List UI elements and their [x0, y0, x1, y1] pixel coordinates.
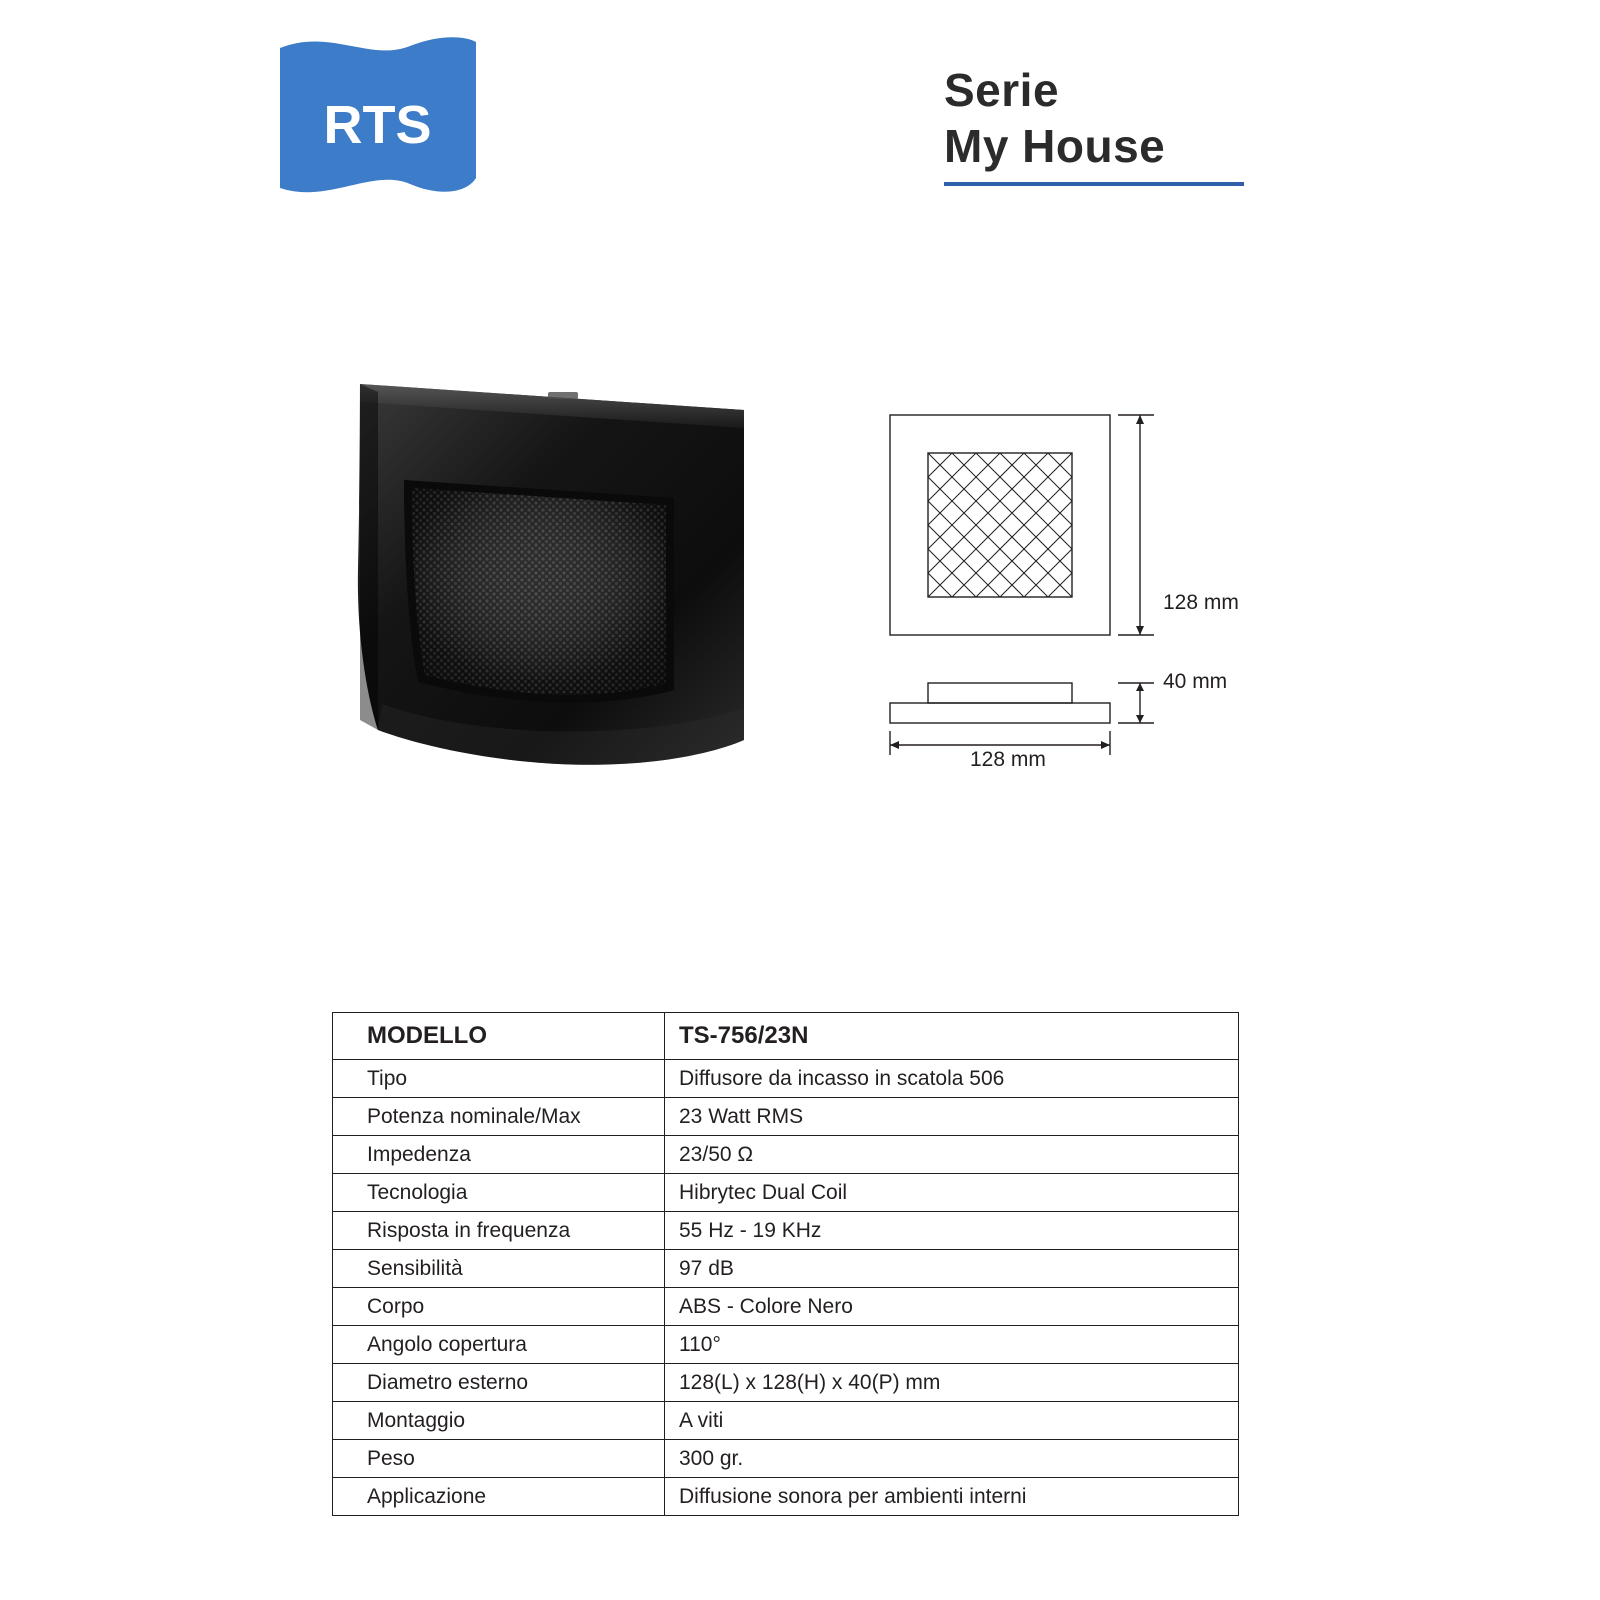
spec-label: Potenza nominale/Max: [333, 1098, 665, 1136]
spec-label: Peso: [333, 1440, 665, 1478]
spec-label: Sensibilità: [333, 1250, 665, 1288]
table-row: [333, 1440, 1239, 1478]
spec-value: 97 dB: [665, 1250, 1239, 1288]
table-row: [333, 1326, 1239, 1364]
spec-value: ABS - Colore Nero: [665, 1288, 1239, 1326]
product-image: [352, 368, 752, 783]
spec-value: A viti: [665, 1402, 1239, 1440]
spec-value: 128(L) x 128(H) x 40(P) mm: [665, 1364, 1239, 1402]
spec-value: Diffusione sonora per ambienti interni: [665, 1478, 1239, 1516]
rts-logo-text: RTS: [323, 95, 432, 155]
spec-value: 55 Hz - 19 KHz: [665, 1212, 1239, 1250]
table-row: [333, 1098, 1239, 1136]
table-header-value: TS-756/23N: [665, 1013, 1239, 1060]
specification-table: [332, 1012, 1239, 1516]
page-header: [0, 0, 1600, 240]
table-row: [333, 1136, 1239, 1174]
table-row: [333, 1060, 1239, 1098]
spec-label: Diametro esterno: [333, 1364, 665, 1402]
table-header-label: MODELLO: [333, 1013, 665, 1060]
spec-label: Applicazione: [333, 1478, 665, 1516]
dimension-depth-label: 40 mm: [1163, 670, 1228, 693]
spec-value: 23 Watt RMS: [665, 1098, 1239, 1136]
spec-label: Angolo copertura: [333, 1326, 665, 1364]
series-line-1: Serie: [944, 64, 1060, 116]
spec-value: Hibrytec Dual Coil: [665, 1174, 1239, 1212]
series-underline: [944, 182, 1244, 186]
dimension-height-label: 128 mm: [1163, 591, 1239, 614]
spec-label: Corpo: [333, 1288, 665, 1326]
table-row: [333, 1174, 1239, 1212]
table-row: [333, 1364, 1239, 1402]
table-header-row: [333, 1013, 1239, 1060]
series-title-block: [944, 62, 1364, 186]
table-row: [333, 1288, 1239, 1326]
spec-value: Diffusore da incasso in scatola 506: [665, 1060, 1239, 1098]
spec-label: Impedenza: [333, 1136, 665, 1174]
technical-drawings: [870, 395, 1290, 795]
spec-value: 300 gr.: [665, 1440, 1239, 1478]
spec-label: Montaggio: [333, 1402, 665, 1440]
table-row: [333, 1402, 1239, 1440]
spec-label: Tecnologia: [333, 1174, 665, 1212]
spec-value: 110°: [665, 1326, 1239, 1364]
rts-logo: [270, 28, 485, 208]
table-row: [333, 1478, 1239, 1516]
spec-value: 23/50 Ω: [665, 1136, 1239, 1174]
table-row: [333, 1250, 1239, 1288]
spec-label: Tipo: [333, 1060, 665, 1098]
dimension-width-label: 128 mm: [970, 748, 1046, 771]
spec-label: Risposta in frequenza: [333, 1212, 665, 1250]
table-row: [333, 1212, 1239, 1250]
series-line-2: My House: [944, 120, 1166, 173]
